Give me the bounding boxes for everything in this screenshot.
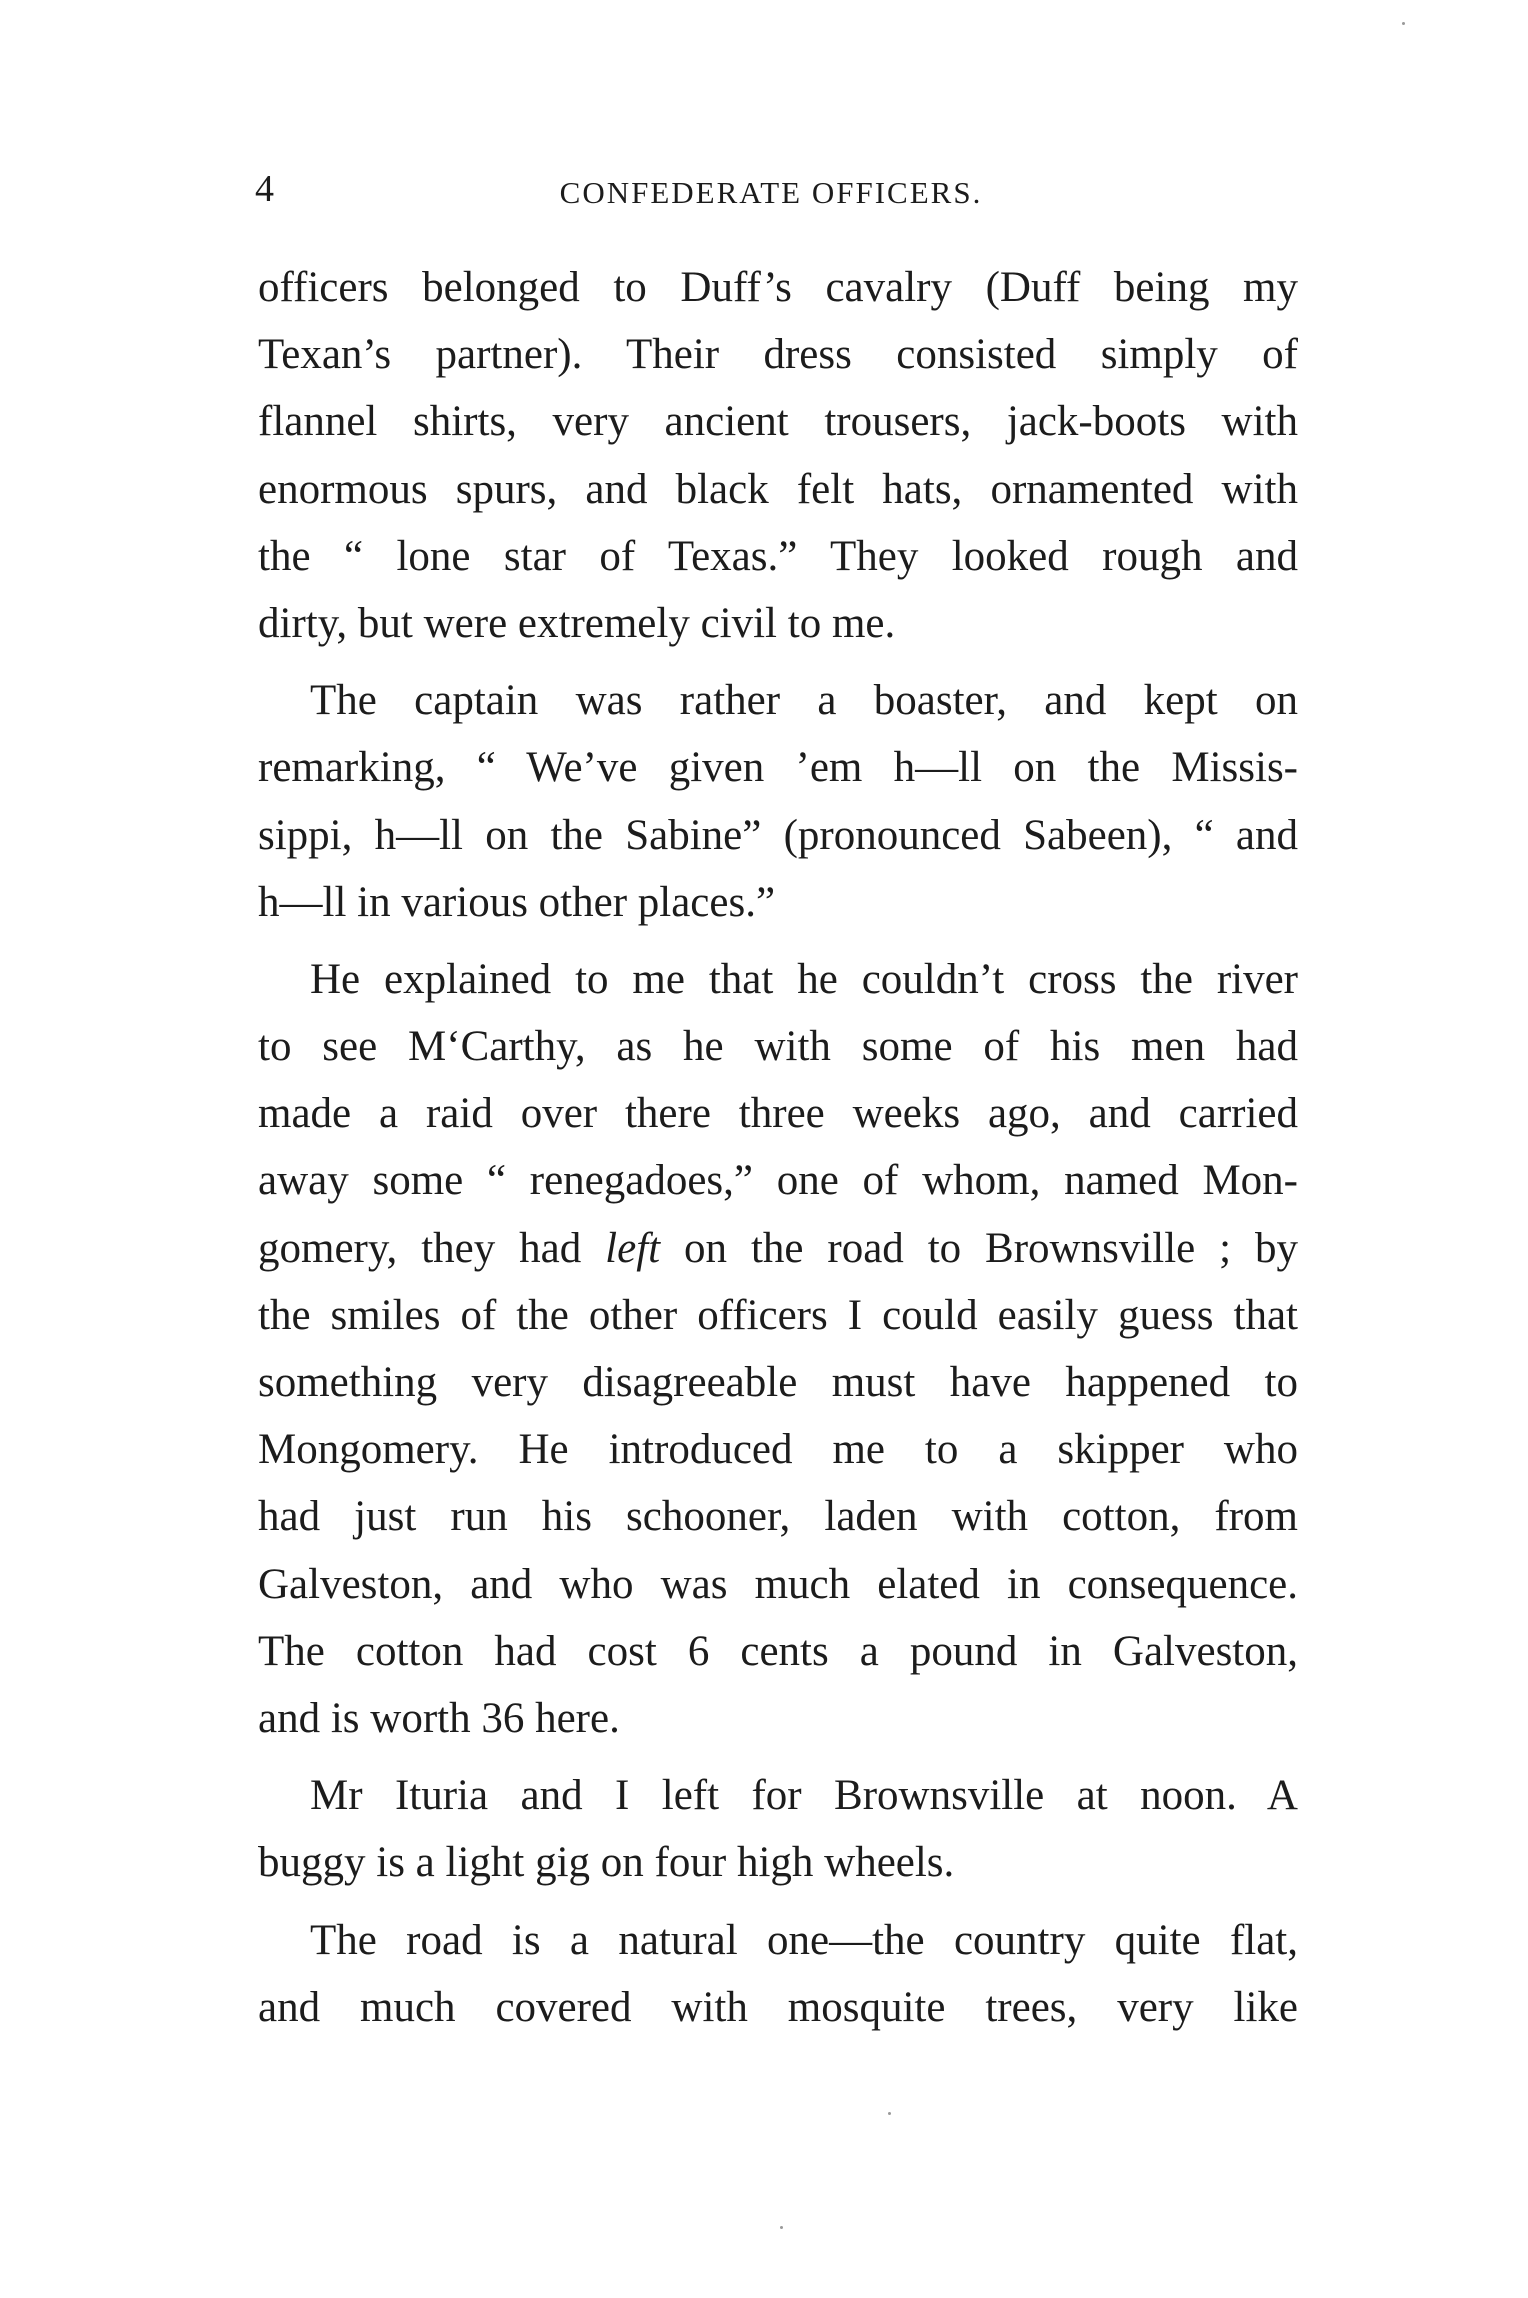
text-line-with-italic: [258, 1215, 1298, 1282]
text-line: made a raid over there three weeks ago, and carried: [258, 1090, 1298, 1138]
paper-speck: [780, 2226, 783, 2229]
text-line: the smiles of the other officers I could easily guess that: [258, 1291, 1298, 1339]
paragraph: [258, 946, 1298, 1752]
text-line: The cotton had cost 6 cents a pound in Galveston,: [258, 1627, 1298, 1675]
running-head: CONFEDERATE OFFICERS.: [559, 175, 983, 210]
text-line: away some “ renegadoes,” one of whom, named Mon-: [258, 1157, 1298, 1205]
page-number: 4: [255, 168, 274, 210]
text-line: Galveston, and who was much elated in consequence.: [258, 1560, 1298, 1608]
text-line: Mongomery. He introduced me to a skipper who: [258, 1426, 1298, 1474]
text-line: buggy is a light gig on four high wheels.: [258, 1839, 955, 1887]
text-line: sippi, h—ll on the Sabine” (pronounced Sabeen), “ and: [258, 811, 1298, 859]
text-line: something very disagreeable must have happened to: [258, 1359, 1298, 1406]
paper-speck: [888, 2112, 891, 2115]
paper-speck: [1402, 22, 1405, 25]
text-line: h—ll in various other places.”: [258, 878, 776, 926]
text-fragment: gomery, they had: [258, 1224, 582, 1272]
text-line: Mr Ituria and I left for Brownsville at noon. A: [310, 1772, 1298, 1820]
text-fragment: on the road to Brownsville ; by: [684, 1224, 1299, 1272]
text-line: enormous spurs, and black felt hats, ornamented with: [258, 465, 1298, 513]
text-line: the “ lone star of Texas.” They looked rough and: [258, 532, 1298, 580]
text-line: to see M‘Carthy, as he with some of his men had: [258, 1023, 1298, 1071]
paragraph: [258, 1907, 1298, 2041]
text-line: The captain was rather a boaster, and kept on: [310, 677, 1298, 725]
italic-word: left: [605, 1224, 661, 1272]
text-line: Texan’s partner). Their dress consisted simply of: [258, 331, 1298, 379]
text-line: He explained to me that he couldn’t cross the river: [310, 955, 1298, 1003]
text-line: officers belonged to Duff’s cavalry (Duff being my: [258, 264, 1298, 311]
text-line: remarking, “ We’ve given ’em h—ll on the Missis-: [258, 744, 1298, 792]
text-line: The road is a natural one—the country quite flat,: [310, 1916, 1298, 1964]
body-text: [258, 254, 1298, 2041]
text-line: flannel shirts, very ancient trousers, jack-boots with: [258, 398, 1298, 446]
text-line: had just run his schooner, laden with cotton, from: [258, 1493, 1298, 1541]
paragraph: [258, 667, 1298, 936]
page-header: [255, 164, 1287, 214]
paragraph: [258, 254, 1298, 657]
text-line: and is worth 36 here.: [258, 1694, 620, 1742]
paragraph: [258, 1762, 1298, 1896]
text-line: dirty, but were extremely civil to me.: [258, 599, 896, 647]
text-line: and much covered with mosquite trees, very like: [258, 1983, 1298, 2031]
